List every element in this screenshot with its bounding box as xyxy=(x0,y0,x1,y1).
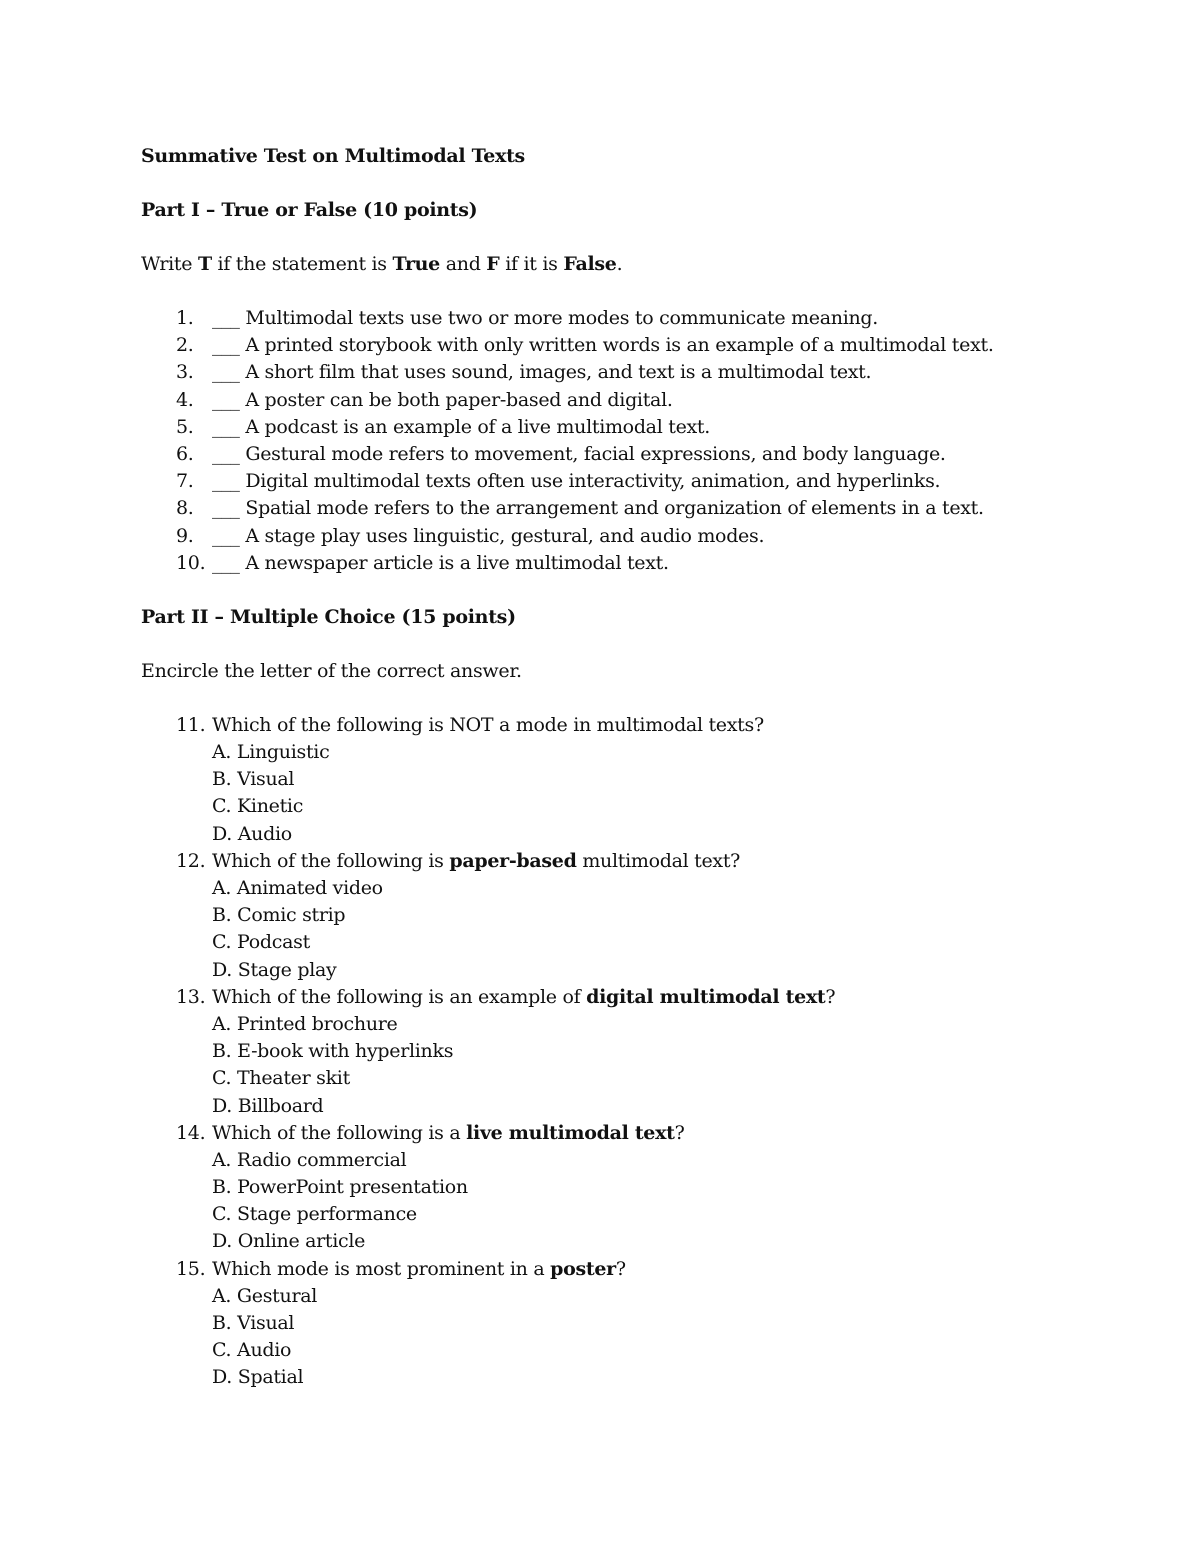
question-text xyxy=(212,1120,684,1147)
question-pre: Which mode is most prominent in a xyxy=(212,1257,551,1280)
question-post: ? xyxy=(825,985,836,1008)
tf-item xyxy=(141,387,1081,414)
item-text: Multimodal texts use two or more modes to communicate meaning. xyxy=(245,307,879,329)
question-pre: Which of the following is a xyxy=(212,1121,467,1144)
item-body xyxy=(212,305,878,332)
question-line xyxy=(141,848,1081,875)
question-post: ? xyxy=(615,1257,626,1280)
question-number: 11. xyxy=(176,713,206,736)
question-number: 12. xyxy=(176,849,206,872)
instr-text: and xyxy=(439,253,487,275)
instr-bold-t: T xyxy=(197,253,212,275)
answer-option[interactable]: A. Linguistic xyxy=(212,741,330,764)
instr-text: if it is xyxy=(499,253,564,275)
question-text xyxy=(212,848,740,875)
item-text: A newspaper article is a live multimodal text. xyxy=(245,551,669,574)
answer-blank: ___ xyxy=(212,334,240,357)
item-body xyxy=(212,414,710,441)
question-post: multimodal text? xyxy=(576,849,741,872)
part2-heading: Part II – Multiple Choice (15 points) xyxy=(141,605,516,628)
answer-blank: ___ xyxy=(212,470,240,493)
answer-option[interactable]: C. Audio xyxy=(212,1339,292,1362)
answer-blank: ___ xyxy=(212,388,240,411)
instr-text: if the statement is xyxy=(211,253,393,275)
answer-option[interactable]: C. Kinetic xyxy=(212,795,304,818)
question-number: 13. xyxy=(176,985,206,1008)
tf-item xyxy=(141,468,1081,495)
mc-question-block xyxy=(141,984,1081,1120)
answer-option[interactable]: D. Online article xyxy=(212,1230,366,1253)
tf-item xyxy=(141,332,1081,359)
answer-blank: ___ xyxy=(212,307,240,329)
part1-instruction xyxy=(141,251,1081,278)
item-number: 7. xyxy=(176,470,194,493)
answer-option[interactable]: D. Audio xyxy=(212,822,292,845)
item-body xyxy=(212,550,669,577)
answer-option[interactable]: A. Radio commercial xyxy=(212,1148,407,1171)
answer-option[interactable]: B. Visual xyxy=(212,768,295,791)
question-keyword: paper-based xyxy=(449,849,577,872)
tf-item xyxy=(141,495,1081,522)
document-title: Summative Test on Multimodal Texts xyxy=(141,145,525,167)
question-post: ? xyxy=(674,1121,685,1144)
item-text: A poster can be both paper-based and digital. xyxy=(245,388,673,411)
answer-option[interactable]: B. Visual xyxy=(212,1312,295,1334)
item-text: A short film that uses sound, images, and text is a multimodal text. xyxy=(245,361,872,384)
question-keyword: poster xyxy=(550,1257,616,1280)
item-text: Spatial mode refers to the arrangement and organization of elements in a text. xyxy=(245,497,984,520)
answer-option[interactable]: A. Animated video xyxy=(212,877,383,899)
item-body xyxy=(212,359,871,386)
item-number: 3. xyxy=(176,361,194,384)
tf-item xyxy=(141,441,1081,468)
answer-option[interactable]: C. Stage performance xyxy=(212,1203,417,1226)
answer-blank: ___ xyxy=(212,415,240,438)
item-number: 10. xyxy=(176,551,206,574)
answer-option[interactable]: C. Theater skit xyxy=(212,1067,350,1090)
question-keyword: live multimodal text xyxy=(466,1121,675,1144)
question-line xyxy=(141,1256,1081,1283)
instr-text: . xyxy=(616,253,623,275)
instr-bold-true: True xyxy=(392,253,440,275)
tf-item xyxy=(141,523,1081,550)
item-number: 9. xyxy=(176,524,194,547)
mc-question-block xyxy=(141,848,1081,984)
document-page xyxy=(141,143,1081,1392)
item-number: 6. xyxy=(176,442,194,465)
item-body xyxy=(212,332,994,359)
item-number: 5. xyxy=(176,415,194,438)
answer-blank: ___ xyxy=(212,551,240,574)
part2-instruction: Encircle the letter of the correct answer. xyxy=(141,659,522,682)
question-text xyxy=(212,984,835,1011)
instr-bold-f: F xyxy=(486,253,500,275)
item-text: Digital multimodal texts often use interactivity, animation, and hyperlinks. xyxy=(245,470,941,493)
item-body xyxy=(212,495,984,522)
answer-blank: ___ xyxy=(212,497,240,520)
tf-item xyxy=(141,550,1081,577)
item-body xyxy=(212,387,673,414)
answer-option[interactable]: D. Spatial xyxy=(212,1366,304,1389)
answer-option[interactable]: B. E-book with hyperlinks xyxy=(212,1040,454,1063)
question-text xyxy=(212,712,764,739)
item-body xyxy=(212,468,940,495)
item-text: Gestural mode refers to movement, facial expressions, and body language. xyxy=(245,442,946,465)
instr-bold-false: False xyxy=(563,253,617,275)
tf-item xyxy=(141,414,1081,441)
part1-heading: Part I – True or False (10 points) xyxy=(141,199,478,221)
tf-item xyxy=(141,359,1081,386)
answer-blank: ___ xyxy=(212,442,240,465)
multiple-choice-list xyxy=(141,712,1081,1392)
question-line xyxy=(141,1120,1081,1147)
item-body xyxy=(212,523,764,550)
answer-option[interactable]: B. Comic strip xyxy=(212,904,346,927)
mc-question-block xyxy=(141,1256,1081,1392)
answer-option[interactable]: A. Gestural xyxy=(212,1284,318,1307)
item-number: 1. xyxy=(176,307,194,329)
question-line xyxy=(141,712,1081,739)
mc-question-block xyxy=(141,1120,1081,1256)
question-number: 14. xyxy=(176,1121,206,1144)
answer-blank: ___ xyxy=(212,524,240,547)
question-line xyxy=(141,984,1081,1011)
answer-option[interactable]: C. Podcast xyxy=(212,931,310,954)
item-number: 2. xyxy=(176,334,194,357)
answer-option[interactable]: D. Billboard xyxy=(212,1094,324,1117)
item-number: 4. xyxy=(176,388,194,411)
question-keyword: digital multimodal text xyxy=(586,985,826,1008)
tf-item xyxy=(141,305,1081,332)
item-body xyxy=(212,441,946,468)
true-false-list xyxy=(141,305,1081,577)
answer-option[interactable]: A. Printed brochure xyxy=(212,1012,398,1035)
question-pre: Which of the following is NOT a mode in multimodal texts? xyxy=(212,713,764,736)
item-text: A stage play uses linguistic, gestural, and audio modes. xyxy=(245,524,765,547)
question-pre: Which of the following is xyxy=(212,849,450,872)
answer-option[interactable]: D. Stage play xyxy=(212,958,337,981)
mc-question-block xyxy=(141,712,1081,848)
item-text: A podcast is an example of a live multimodal text. xyxy=(245,415,710,438)
question-pre: Which of the following is an example of xyxy=(212,985,587,1008)
answer-option[interactable]: B. PowerPoint presentation xyxy=(212,1176,468,1199)
item-text: A printed storybook with only written words is an example of a multimodal text. xyxy=(245,334,994,357)
question-number: 15. xyxy=(176,1257,206,1280)
answer-blank: ___ xyxy=(212,361,240,384)
item-number: 8. xyxy=(176,497,194,520)
question-text xyxy=(212,1256,626,1283)
instr-text: Write xyxy=(141,253,198,275)
